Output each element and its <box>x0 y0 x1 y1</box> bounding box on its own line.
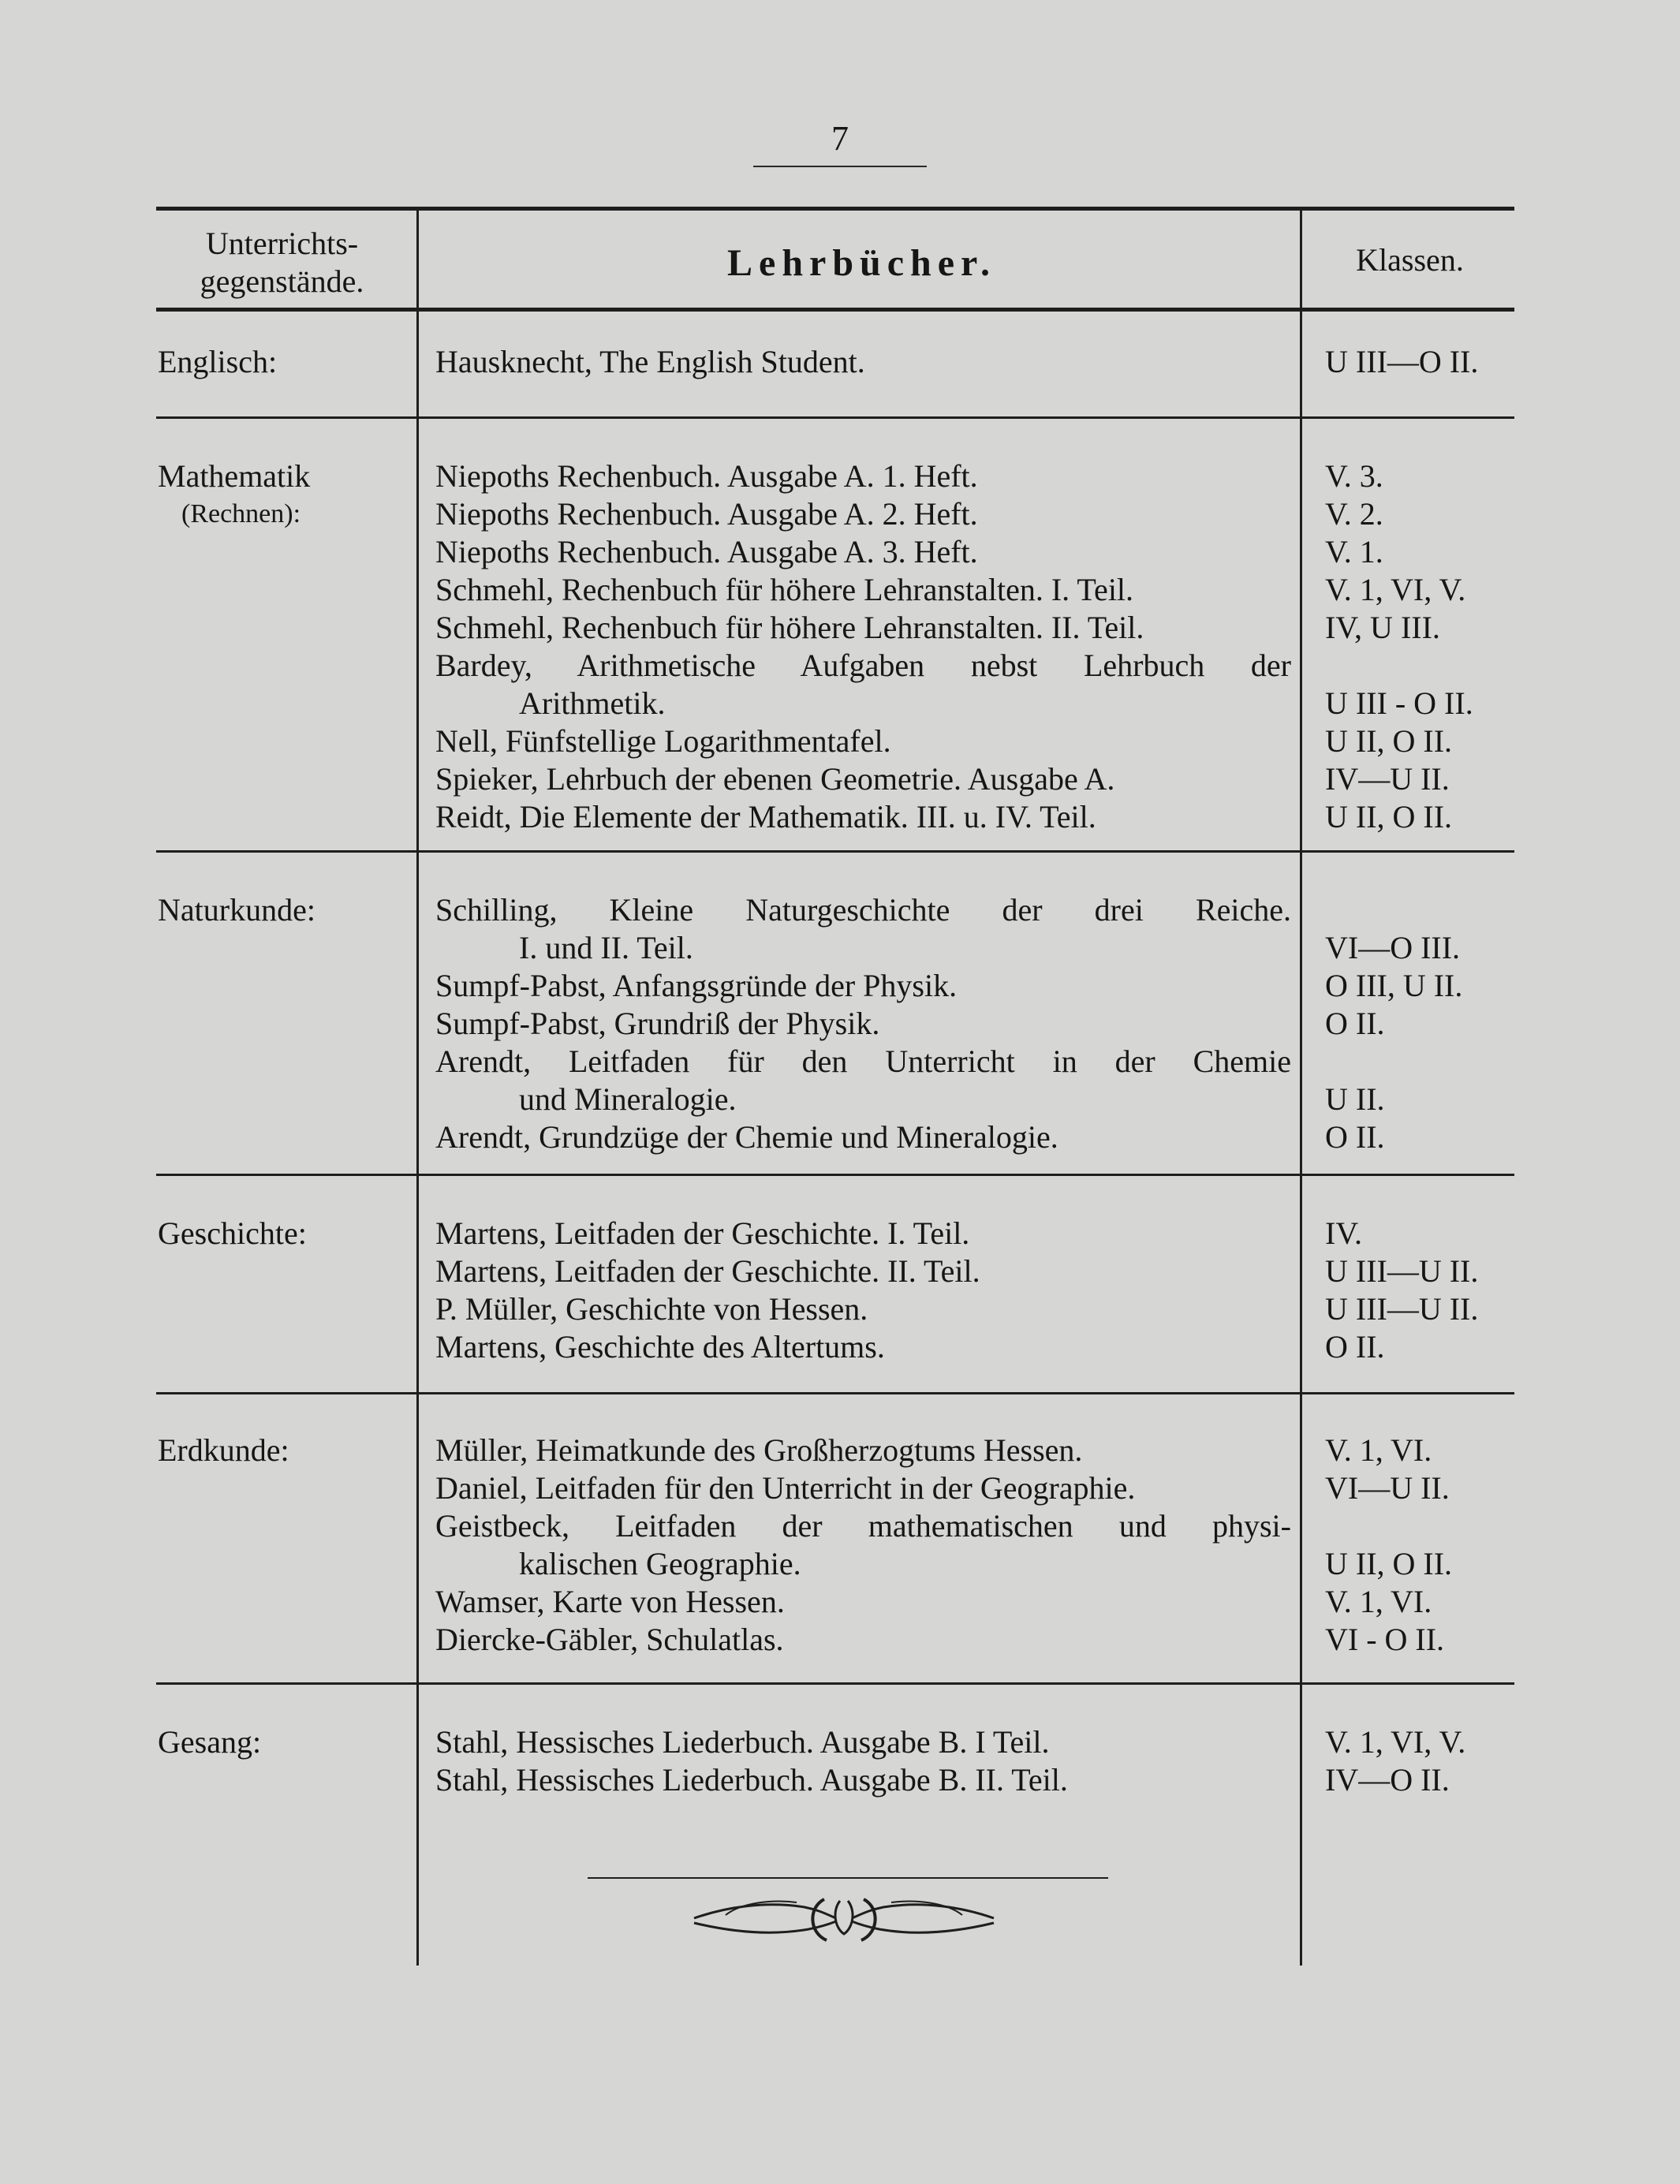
classes-line: V. 3. <box>1325 458 1383 494</box>
book-line: Arendt, Grundzüge der Chemie und Mineralogie. <box>435 1119 1058 1155</box>
book-line: P. Müller, Geschichte von Hessen. <box>435 1291 868 1327</box>
classes-line: U II, O II. <box>1325 1546 1453 1581</box>
classes-line: U III—O II. <box>1325 344 1479 379</box>
book-line: Niepoths Rechenbuch. Ausgabe A. 1. Heft. <box>435 458 978 494</box>
classes-line <box>1325 647 1514 685</box>
book-line: Arendt, Leitfaden für den Unterricht in der Chemie <box>435 1043 1291 1079</box>
subject-mathematik: Mathematik (Rechnen): <box>158 458 311 528</box>
classes-line: V. 1, VI, V. <box>1325 1724 1466 1760</box>
book-line: Sumpf-Pabst, Anfangsgründe der Physik. <box>435 968 958 1003</box>
books-gesang <box>435 1723 1291 1799</box>
section-rule <box>156 416 1514 419</box>
classes-geschichte <box>1325 1215 1514 1366</box>
classes-line: U III—U II. <box>1325 1253 1479 1289</box>
ornament-flourish-icon <box>678 1883 1010 1953</box>
classes-line: VI—U II. <box>1325 1470 1450 1506</box>
book-line: Daniel, Leitfaden für den Unterricht in der Geographie. <box>435 1470 1136 1506</box>
classes-line: VI - O II. <box>1325 1622 1445 1657</box>
book-line: Geistbeck, Leitfaden der mathematischen und physi- <box>435 1508 1291 1544</box>
subjects-column-header: Unterrichts- gegenstände. <box>200 226 364 299</box>
classes-line: V. 1, VI, V. <box>1325 572 1466 607</box>
subject-gesang: Gesang: <box>158 1724 262 1760</box>
column-divider-right <box>1300 207 1302 1966</box>
book-line: und Mineralogie. <box>519 1081 737 1117</box>
classes-line: U II. <box>1325 1081 1385 1117</box>
book-line: Arithmetik. <box>519 685 666 721</box>
classes-line: O III, U II. <box>1325 968 1463 1003</box>
section-rule <box>156 1392 1514 1394</box>
book-line: Diercke-Gäbler, Schulatlas. <box>435 1622 784 1657</box>
books-geschichte <box>435 1215 1291 1366</box>
classes-line: IV—O II. <box>1325 1762 1450 1798</box>
page-number-underline <box>753 166 927 167</box>
book-line: Hausknecht, The English Student. <box>435 344 865 379</box>
classes-line: VI—O III. <box>1325 930 1461 965</box>
book-line: Stahl, Hessisches Liederbuch. Ausgabe B. II. Teil. <box>435 1762 1068 1798</box>
book-line: Schmehl, Rechenbuch für höhere Lehranstalten. I. Teil. <box>435 572 1134 607</box>
classes-line <box>1325 1507 1514 1545</box>
book-line: Martens, Geschichte des Altertums. <box>435 1329 885 1365</box>
books-naturkunde <box>435 891 1291 1156</box>
classes-line: V. 1, VI. <box>1325 1432 1432 1468</box>
book-line: Sumpf-Pabst, Grundriß der Physik. <box>435 1006 880 1041</box>
book-line: Müller, Heimatkunde des Großherzogtums Hessen. <box>435 1432 1083 1468</box>
section-rule <box>156 1682 1514 1685</box>
ornament-rule <box>588 1877 1108 1879</box>
classes-mathematik <box>1325 457 1514 836</box>
classes-line <box>1325 1043 1514 1081</box>
column-divider-left <box>416 207 419 1966</box>
section-rule <box>156 850 1514 853</box>
book-line: Reidt, Die Elemente der Mathematik. III. u. IV. Teil. <box>435 799 1096 834</box>
classes-line: V. 2. <box>1325 496 1383 532</box>
book-line: Martens, Leitfaden der Geschichte. II. Teil. <box>435 1253 980 1289</box>
header-bottom-rule <box>156 308 1514 312</box>
classes-line: U II, O II. <box>1325 799 1453 834</box>
page-number: 7 <box>831 119 849 158</box>
classes-line: O II. <box>1325 1006 1385 1041</box>
classes-line: O II. <box>1325 1329 1385 1365</box>
classes-line: V. 1, VI. <box>1325 1584 1432 1619</box>
classes-erdkunde <box>1325 1432 1514 1659</box>
classes-gesang <box>1325 1723 1514 1799</box>
table-top-rule <box>156 207 1514 211</box>
subject-geschichte: Geschichte: <box>158 1215 307 1251</box>
book-line: Bardey, Arithmetische Aufgaben nebst Lehrbuch der <box>435 648 1291 683</box>
classes-line: U II, O II. <box>1325 723 1453 759</box>
book-line: Nell, Fünfstellige Logarithmentafel. <box>435 723 891 759</box>
books-englisch <box>435 343 1291 381</box>
book-line: Spieker, Lehrbuch der ebenen Geometrie. Ausgabe A. <box>435 761 1115 797</box>
classes-naturkunde <box>1325 891 1514 1156</box>
subject-erdkunde: Erdkunde: <box>158 1432 289 1468</box>
book-line: Schmehl, Rechenbuch für höhere Lehranstalten. II. Teil. <box>435 610 1144 645</box>
book-line: kalischen Geographie. <box>519 1546 801 1581</box>
classes-line: U III - O II. <box>1325 685 1473 721</box>
classes-line <box>1325 891 1514 929</box>
section-rule <box>156 1174 1514 1176</box>
subject-englisch: Englisch: <box>158 344 278 379</box>
subject-naturkunde: Naturkunde: <box>158 892 315 928</box>
book-line: Schilling, Kleine Naturgeschichte der drei Reiche. <box>435 892 1291 928</box>
book-line: Martens, Leitfaden der Geschichte. I. Teil. <box>435 1215 970 1251</box>
book-line: Niepoths Rechenbuch. Ausgabe A. 2. Heft. <box>435 496 978 532</box>
classes-line: O II. <box>1325 1119 1385 1155</box>
book-line: I. und II. Teil. <box>519 930 693 965</box>
classes-column-header: Klassen. <box>1356 242 1464 278</box>
classes-line: V. 1. <box>1325 534 1383 569</box>
books-column-header: Lehrbücher. <box>727 242 996 284</box>
classes-line: IV—U II. <box>1325 761 1450 797</box>
book-line: Stahl, Hessisches Liederbuch. Ausgabe B. I Teil. <box>435 1724 1050 1760</box>
classes-line: IV. <box>1325 1215 1363 1251</box>
books-mathematik <box>435 457 1291 836</box>
books-erdkunde <box>435 1432 1291 1659</box>
classes-line: U III—U II. <box>1325 1291 1479 1327</box>
book-line: Wamser, Karte von Hessen. <box>435 1584 785 1619</box>
book-line: Niepoths Rechenbuch. Ausgabe A. 3. Heft. <box>435 534 978 569</box>
classes-englisch <box>1325 343 1514 381</box>
classes-line: IV, U III. <box>1325 610 1440 645</box>
